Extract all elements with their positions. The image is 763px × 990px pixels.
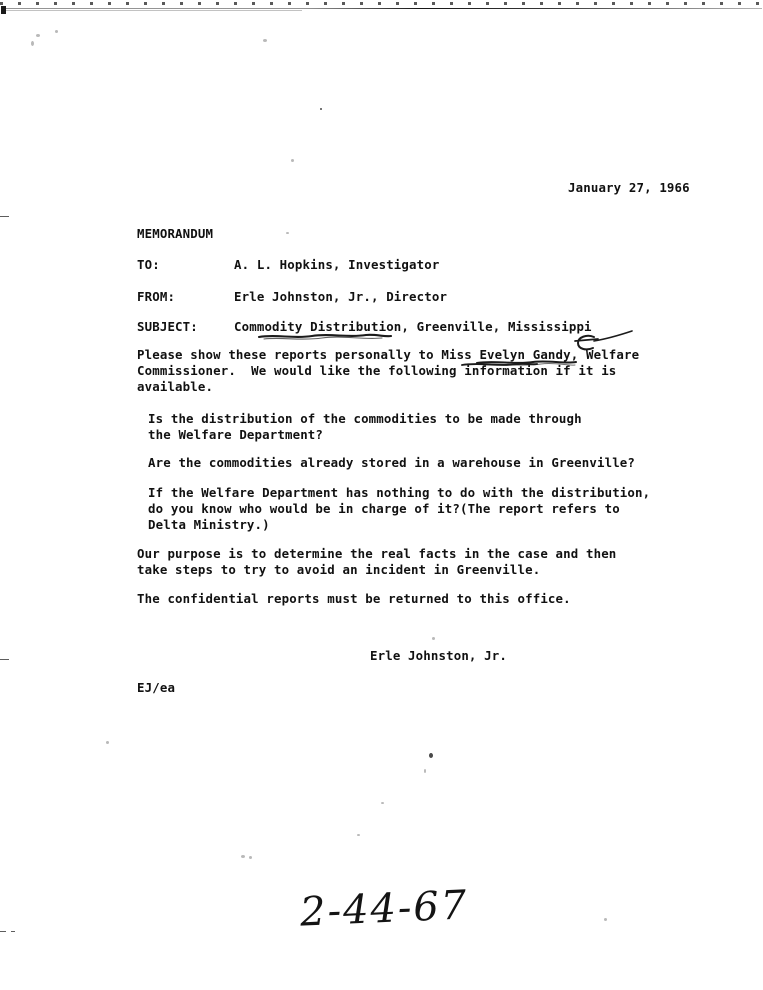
- field-label-from: FROM:: [137, 289, 176, 304]
- scan-speck: [432, 637, 435, 640]
- closing-1-line-2: take steps to try to avoid an incident in Greenville.: [137, 562, 541, 577]
- scan-speck: [320, 108, 322, 110]
- body-intro-line-1: Please show these reports personally to Miss Evelyn Gandy, Welfare: [137, 347, 640, 362]
- field-label-subject: SUBJECT:: [137, 319, 198, 334]
- closing-1-line-1: Our purpose is to determine the real facts in the case and then: [137, 546, 617, 561]
- scan-speck: [381, 802, 384, 804]
- scan-speck: [249, 856, 252, 859]
- field-value-subject: Commodity Distribution, Greenville, Mississippi: [234, 319, 592, 334]
- scan-speck: [604, 918, 607, 921]
- question-3-line-2: do you know who would be in charge of it?(The report refers to: [148, 501, 620, 516]
- scan-edge-tick: [11, 931, 15, 932]
- scan-edge-rule: [2, 8, 762, 9]
- body-intro-line-3: available.: [137, 379, 214, 394]
- scan-speck: [263, 39, 267, 42]
- scan-speck: [286, 232, 289, 234]
- scan-edge-dashes: [0, 2, 763, 5]
- scan-speck: [429, 753, 433, 758]
- scan-edge-tick: [0, 931, 6, 932]
- field-value-to: A. L. Hopkins, Investigator: [234, 257, 440, 272]
- scan-speck: [106, 741, 109, 744]
- question-2-line-1: Are the commodities already stored in a warehouse in Greenville?: [148, 455, 636, 470]
- scan-edge-tick: [0, 216, 9, 217]
- closing-2-line-1: The confidential reports must be returned to this office.: [137, 591, 571, 606]
- scan-edge-tick: [0, 659, 9, 660]
- scan-speck: [55, 30, 58, 33]
- memorandum-heading: MEMORANDUM: [137, 226, 214, 241]
- question-3-line-3: Delta Ministry.): [148, 517, 270, 532]
- field-value-from: Erle Johnston, Jr., Director: [234, 289, 448, 304]
- document-date: January 27, 1966: [568, 180, 690, 195]
- field-label-to: TO:: [137, 257, 160, 272]
- handwritten-archive-number: 2-44-67: [299, 882, 470, 936]
- scan-speck: [291, 159, 294, 162]
- scan-speck: [36, 34, 40, 37]
- scan-speck: [31, 41, 34, 46]
- question-1-line-1: Is the distribution of the commodities to be made through: [148, 411, 582, 426]
- question-1-line-2: the Welfare Department?: [148, 427, 324, 442]
- question-3-line-1: If the Welfare Department has nothing to do with the distribution,: [148, 485, 651, 500]
- scan-speck: [357, 834, 360, 836]
- scan-speck: [424, 769, 426, 773]
- body-intro-line-2: Commissioner. We would like the following information if it is: [137, 363, 617, 378]
- signature-line: Erle Johnston, Jr.: [370, 648, 507, 663]
- scan-corner-mark: [1, 6, 6, 14]
- typist-initials: EJ/ea: [137, 680, 176, 695]
- scan-speck: [241, 855, 245, 858]
- scan-edge-rule-secondary: [2, 10, 302, 11]
